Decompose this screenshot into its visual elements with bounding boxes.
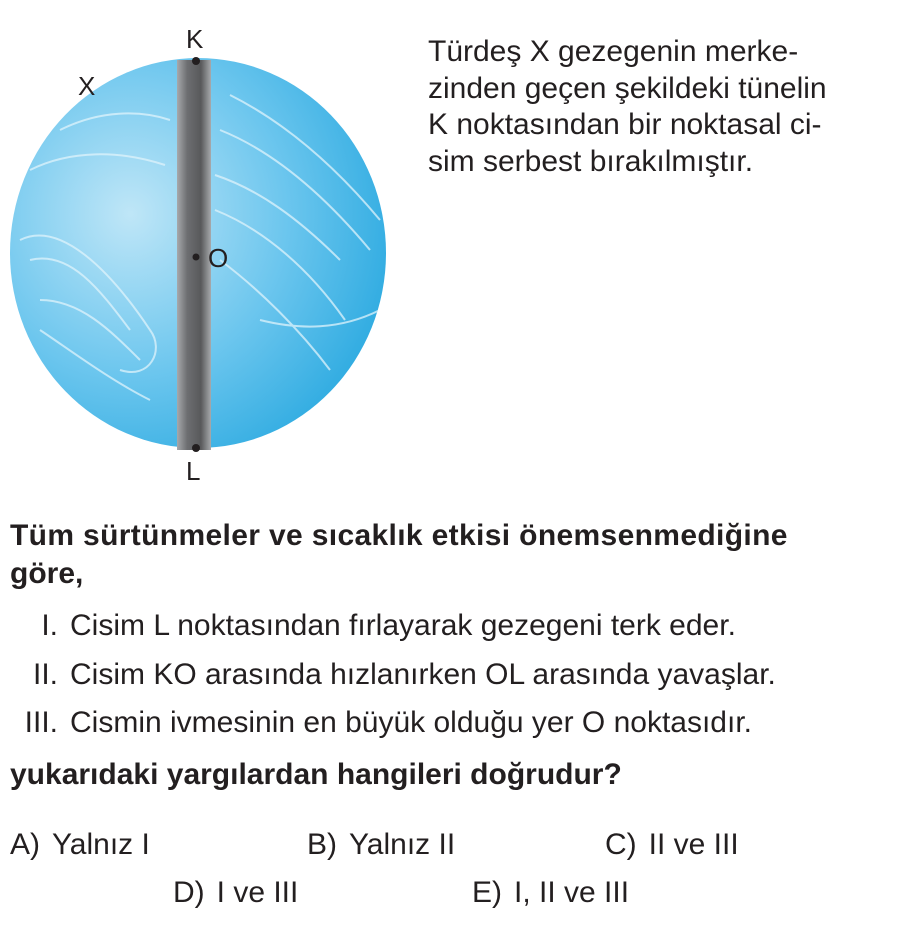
statement-text: Cisim KO arasında hızlanırken OL arasında yavaşlar.	[70, 658, 776, 691]
option-letter: A)	[10, 828, 40, 861]
statement-number: I.	[41, 609, 58, 642]
option-letter: C)	[605, 828, 637, 861]
label-o: O	[208, 243, 229, 273]
label-l: L	[186, 456, 201, 486]
intro-text	[428, 34, 868, 180]
point-o-dot	[193, 254, 200, 261]
intro-line: K noktasından bir noktasal ci-	[428, 108, 822, 141]
option-text: I, II ve III	[514, 876, 630, 909]
label-k: K	[186, 24, 204, 54]
option-e[interactable]	[472, 876, 629, 910]
condition-line-2: göre,	[10, 557, 84, 590]
option-letter: B)	[307, 828, 337, 861]
option-a[interactable]	[10, 828, 150, 862]
option-text: I ve III	[216, 876, 299, 909]
option-text: Yalnız I	[52, 828, 150, 861]
label-x: X	[78, 71, 96, 101]
planet-figure	[0, 20, 400, 490]
intro-line: sim serbest bırakılmıştır.	[428, 144, 754, 178]
statement-text: Cismin ivmesinin en büyük olduğu yer O noktasıdır.	[70, 706, 752, 739]
statement-2	[0, 657, 776, 693]
point-l-dot	[192, 444, 200, 452]
intro-line: Türdeş X gezegenin merke-	[428, 35, 799, 68]
option-text: Yalnız II	[349, 828, 456, 861]
option-text: II ve III	[648, 828, 739, 861]
statement-3	[0, 705, 752, 741]
statement-number: II.	[32, 658, 58, 691]
statement-number: III.	[24, 706, 58, 739]
option-letter: D)	[173, 876, 205, 909]
point-k-dot	[192, 57, 200, 65]
statement-1	[0, 608, 736, 644]
option-d[interactable]	[173, 876, 298, 910]
condition-line-1: Tüm sürtünmeler ve sıcaklık etkisi önemsenmediğine	[10, 519, 788, 552]
option-b[interactable]	[307, 828, 455, 862]
intro-line: zinden geçen şekildeki tünelin	[428, 71, 827, 105]
option-letter: E)	[472, 876, 502, 909]
option-c[interactable]	[605, 828, 739, 862]
question-text: yukarıdaki yargılardan hangileri doğrudur?	[10, 758, 622, 791]
statement-text: Cisim L noktasından fırlayarak gezegeni terk eder.	[70, 609, 736, 642]
